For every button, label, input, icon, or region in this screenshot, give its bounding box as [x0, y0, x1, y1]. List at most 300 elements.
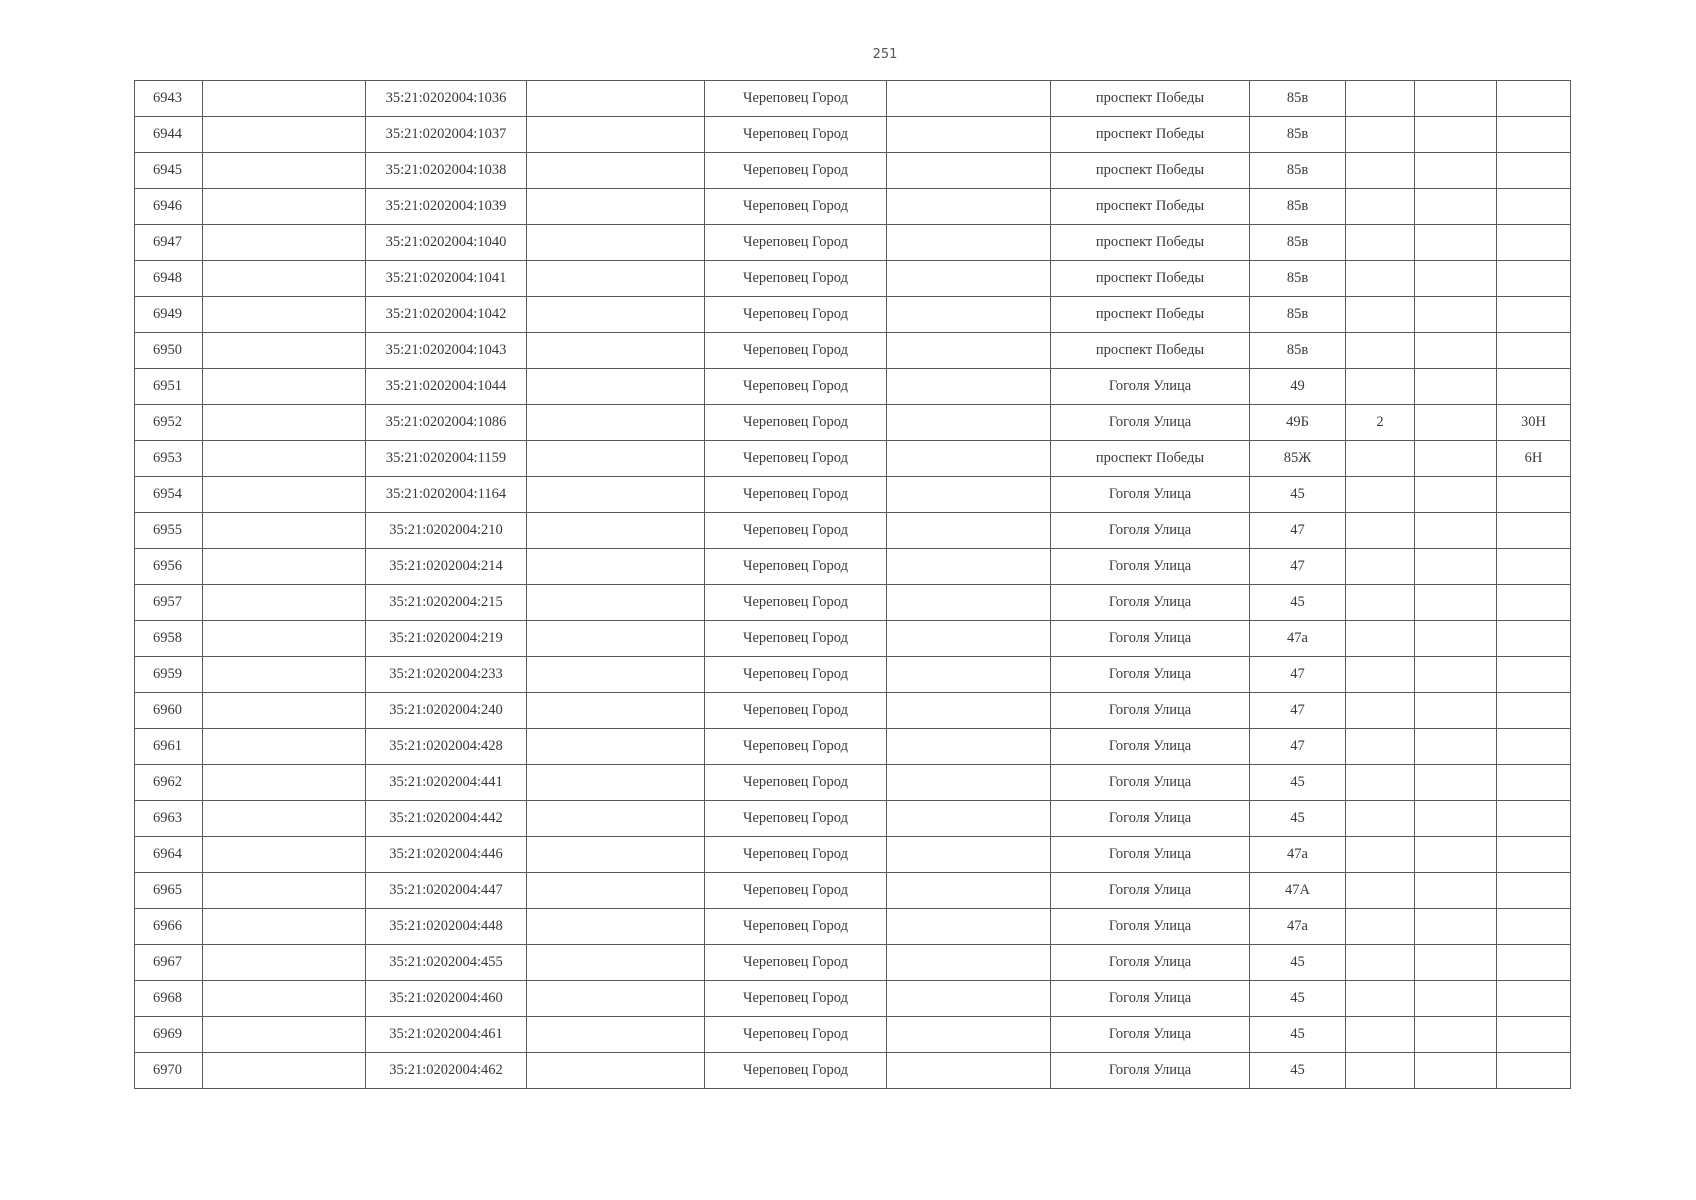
empty-cell: [887, 549, 1051, 585]
cadastral-number-cell: 35:21:0202004:460: [366, 981, 527, 1017]
empty-cell: [203, 441, 366, 477]
empty-cell: [527, 945, 705, 981]
extra-cell: [1346, 369, 1415, 405]
extra-cell: [1415, 261, 1497, 297]
extra-cell: [1346, 513, 1415, 549]
extra-cell: [1346, 945, 1415, 981]
extra-cell: [1346, 1017, 1415, 1053]
extra-cell: [1415, 153, 1497, 189]
empty-cell: [203, 405, 366, 441]
empty-cell: [527, 441, 705, 477]
empty-cell: [887, 261, 1051, 297]
cadastral-number-cell: 35:21:0202004:441: [366, 765, 527, 801]
house-number-cell: 45: [1250, 477, 1346, 513]
row-number-cell: 6969: [135, 1017, 203, 1053]
empty-cell: [203, 657, 366, 693]
house-number-cell: 47: [1250, 513, 1346, 549]
empty-cell: [527, 225, 705, 261]
row-number-cell: 6955: [135, 513, 203, 549]
street-cell: Гоголя Улица: [1051, 765, 1250, 801]
street-cell: Гоголя Улица: [1051, 729, 1250, 765]
row-number-cell: 6954: [135, 477, 203, 513]
city-cell: Череповец Город: [705, 405, 887, 441]
table-row: [135, 621, 1571, 657]
street-cell: Гоголя Улица: [1051, 873, 1250, 909]
empty-cell: [887, 981, 1051, 1017]
house-number-cell: 85в: [1250, 225, 1346, 261]
empty-cell: [887, 945, 1051, 981]
extra-cell: [1415, 837, 1497, 873]
cadastral-number-cell: 35:21:0202004:1040: [366, 225, 527, 261]
street-cell: Гоголя Улица: [1051, 801, 1250, 837]
premises-cell: [1497, 261, 1571, 297]
empty-cell: [203, 981, 366, 1017]
cadastral-number-cell: 35:21:0202004:447: [366, 873, 527, 909]
cadastral-number-cell: 35:21:0202004:448: [366, 909, 527, 945]
cadastral-number-cell: 35:21:0202004:442: [366, 801, 527, 837]
cadastral-number-cell: 35:21:0202004:233: [366, 657, 527, 693]
row-number-cell: 6965: [135, 873, 203, 909]
city-cell: Череповец Город: [705, 549, 887, 585]
empty-cell: [527, 189, 705, 225]
house-number-cell: 85в: [1250, 189, 1346, 225]
extra-cell: [1415, 369, 1497, 405]
extra-cell: [1415, 549, 1497, 585]
cadastral-number-cell: 35:21:0202004:219: [366, 621, 527, 657]
empty-cell: [887, 405, 1051, 441]
empty-cell: [887, 81, 1051, 117]
premises-cell: [1497, 81, 1571, 117]
empty-cell: [203, 1053, 366, 1089]
premises-cell: [1497, 693, 1571, 729]
street-cell: Гоголя Улица: [1051, 1053, 1250, 1089]
empty-cell: [887, 693, 1051, 729]
empty-cell: [203, 513, 366, 549]
city-cell: Череповец Город: [705, 765, 887, 801]
premises-cell: [1497, 981, 1571, 1017]
premises-cell: [1497, 189, 1571, 225]
extra-cell: [1346, 909, 1415, 945]
empty-cell: [203, 729, 366, 765]
premises-cell: [1497, 1053, 1571, 1089]
cadastral-number-cell: 35:21:0202004:1039: [366, 189, 527, 225]
row-number-cell: 6947: [135, 225, 203, 261]
house-number-cell: 85в: [1250, 261, 1346, 297]
house-number-cell: 49Б: [1250, 405, 1346, 441]
city-cell: Череповец Город: [705, 1017, 887, 1053]
cadastral-number-cell: 35:21:0202004:1043: [366, 333, 527, 369]
premises-cell: [1497, 801, 1571, 837]
empty-cell: [527, 549, 705, 585]
row-number-cell: 6950: [135, 333, 203, 369]
house-number-cell: 47: [1250, 693, 1346, 729]
street-cell: Гоголя Улица: [1051, 693, 1250, 729]
empty-cell: [527, 981, 705, 1017]
house-number-cell: 47а: [1250, 909, 1346, 945]
empty-cell: [887, 477, 1051, 513]
house-number-cell: 45: [1250, 1017, 1346, 1053]
extra-cell: [1346, 981, 1415, 1017]
city-cell: Череповец Город: [705, 297, 887, 333]
house-number-cell: 47: [1250, 549, 1346, 585]
premises-cell: [1497, 873, 1571, 909]
empty-cell: [203, 81, 366, 117]
empty-cell: [527, 693, 705, 729]
table-row: [135, 225, 1571, 261]
row-number-cell: 6960: [135, 693, 203, 729]
extra-cell: [1346, 81, 1415, 117]
extra-cell: [1346, 153, 1415, 189]
cadastral-number-cell: 35:21:0202004:1159: [366, 441, 527, 477]
table-row: [135, 477, 1571, 513]
empty-cell: [203, 693, 366, 729]
row-number-cell: 6958: [135, 621, 203, 657]
city-cell: Череповец Город: [705, 225, 887, 261]
cadastral-number-cell: 35:21:0202004:428: [366, 729, 527, 765]
city-cell: Череповец Город: [705, 837, 887, 873]
street-cell: Гоголя Улица: [1051, 657, 1250, 693]
house-number-cell: 47а: [1250, 837, 1346, 873]
extra-cell: [1346, 477, 1415, 513]
row-number-cell: 6967: [135, 945, 203, 981]
cadastral-number-cell: 35:21:0202004:210: [366, 513, 527, 549]
empty-cell: [887, 657, 1051, 693]
street-cell: Гоголя Улица: [1051, 837, 1250, 873]
row-number-cell: 6968: [135, 981, 203, 1017]
house-number-cell: 85в: [1250, 117, 1346, 153]
empty-cell: [887, 369, 1051, 405]
street-cell: проспект Победы: [1051, 333, 1250, 369]
empty-cell: [527, 873, 705, 909]
table-row: [135, 261, 1571, 297]
row-number-cell: 6945: [135, 153, 203, 189]
empty-cell: [887, 909, 1051, 945]
row-number-cell: 6943: [135, 81, 203, 117]
row-number-cell: 6956: [135, 549, 203, 585]
empty-cell: [887, 585, 1051, 621]
empty-cell: [203, 1017, 366, 1053]
premises-cell: [1497, 1017, 1571, 1053]
city-cell: Череповец Город: [705, 909, 887, 945]
city-cell: Череповец Город: [705, 585, 887, 621]
table-row: [135, 1017, 1571, 1053]
empty-cell: [203, 333, 366, 369]
extra-cell: [1415, 693, 1497, 729]
extra-cell: [1415, 405, 1497, 441]
street-cell: проспект Победы: [1051, 225, 1250, 261]
table-row: [135, 189, 1571, 225]
cadastral-number-cell: 35:21:0202004:462: [366, 1053, 527, 1089]
page-number: 251: [872, 47, 898, 62]
extra-cell: [1346, 333, 1415, 369]
extra-cell: [1415, 477, 1497, 513]
city-cell: Череповец Город: [705, 945, 887, 981]
cadastral-number-cell: 35:21:0202004:1164: [366, 477, 527, 513]
empty-cell: [203, 477, 366, 513]
table-row: [135, 585, 1571, 621]
table-row: [135, 981, 1571, 1017]
extra-cell: [1346, 837, 1415, 873]
premises-cell: [1497, 909, 1571, 945]
empty-cell: [203, 297, 366, 333]
extra-cell: [1346, 729, 1415, 765]
cadastral-number-cell: 35:21:0202004:461: [366, 1017, 527, 1053]
table-row: [135, 549, 1571, 585]
extra-cell: [1415, 945, 1497, 981]
premises-cell: [1497, 621, 1571, 657]
extra-cell: 2: [1346, 405, 1415, 441]
street-cell: проспект Победы: [1051, 81, 1250, 117]
extra-cell: [1346, 585, 1415, 621]
extra-cell: [1415, 981, 1497, 1017]
table-row: [135, 729, 1571, 765]
house-number-cell: 47а: [1250, 621, 1346, 657]
street-cell: проспект Победы: [1051, 441, 1250, 477]
empty-cell: [887, 297, 1051, 333]
premises-cell: 6Н: [1497, 441, 1571, 477]
city-cell: Череповец Город: [705, 729, 887, 765]
street-cell: Гоголя Улица: [1051, 369, 1250, 405]
row-number-cell: 6963: [135, 801, 203, 837]
extra-cell: [1415, 81, 1497, 117]
street-cell: Гоголя Улица: [1051, 549, 1250, 585]
row-number-cell: 6946: [135, 189, 203, 225]
house-number-cell: 45: [1250, 801, 1346, 837]
extra-cell: [1415, 801, 1497, 837]
empty-cell: [527, 909, 705, 945]
empty-cell: [887, 873, 1051, 909]
premises-cell: [1497, 369, 1571, 405]
city-cell: Череповец Город: [705, 477, 887, 513]
house-number-cell: 47А: [1250, 873, 1346, 909]
extra-cell: [1415, 441, 1497, 477]
premises-cell: [1497, 225, 1571, 261]
empty-cell: [203, 225, 366, 261]
street-cell: Гоголя Улица: [1051, 513, 1250, 549]
premises-cell: [1497, 549, 1571, 585]
extra-cell: [1415, 765, 1497, 801]
empty-cell: [527, 657, 705, 693]
row-number-cell: 6948: [135, 261, 203, 297]
table-row: [135, 693, 1571, 729]
cadastral-number-cell: 35:21:0202004:1038: [366, 153, 527, 189]
extra-cell: [1415, 657, 1497, 693]
street-cell: проспект Победы: [1051, 189, 1250, 225]
empty-cell: [203, 873, 366, 909]
empty-cell: [887, 621, 1051, 657]
row-number-cell: 6951: [135, 369, 203, 405]
table-row: [135, 1053, 1571, 1089]
table-row: [135, 945, 1571, 981]
extra-cell: [1346, 657, 1415, 693]
extra-cell: [1415, 297, 1497, 333]
house-number-cell: 85Ж: [1250, 441, 1346, 477]
empty-cell: [203, 585, 366, 621]
house-number-cell: 85в: [1250, 81, 1346, 117]
row-number-cell: 6961: [135, 729, 203, 765]
street-cell: Гоголя Улица: [1051, 945, 1250, 981]
extra-cell: [1415, 1017, 1497, 1053]
city-cell: Череповец Город: [705, 621, 887, 657]
empty-cell: [203, 621, 366, 657]
city-cell: Череповец Город: [705, 153, 887, 189]
row-number-cell: 6966: [135, 909, 203, 945]
extra-cell: [1346, 297, 1415, 333]
table-body: [135, 81, 1571, 1089]
empty-cell: [203, 765, 366, 801]
street-cell: Гоголя Улица: [1051, 909, 1250, 945]
cadastral-number-cell: 35:21:0202004:214: [366, 549, 527, 585]
table-row: [135, 801, 1571, 837]
empty-cell: [527, 585, 705, 621]
empty-cell: [527, 729, 705, 765]
empty-cell: [887, 333, 1051, 369]
extra-cell: [1415, 873, 1497, 909]
empty-cell: [887, 153, 1051, 189]
table-row: [135, 657, 1571, 693]
city-cell: Череповец Город: [705, 873, 887, 909]
extra-cell: [1346, 189, 1415, 225]
cadastral-number-cell: 35:21:0202004:446: [366, 837, 527, 873]
city-cell: Череповец Город: [705, 261, 887, 297]
table-row: [135, 81, 1571, 117]
premises-cell: 30Н: [1497, 405, 1571, 441]
house-number-cell: 85в: [1250, 153, 1346, 189]
empty-cell: [527, 1017, 705, 1053]
empty-cell: [527, 765, 705, 801]
table-row: [135, 837, 1571, 873]
extra-cell: [1415, 225, 1497, 261]
empty-cell: [527, 369, 705, 405]
premises-cell: [1497, 945, 1571, 981]
premises-cell: [1497, 513, 1571, 549]
empty-cell: [527, 261, 705, 297]
extra-cell: [1346, 873, 1415, 909]
empty-cell: [887, 441, 1051, 477]
premises-cell: [1497, 117, 1571, 153]
street-cell: Гоголя Улица: [1051, 621, 1250, 657]
table-row: [135, 297, 1571, 333]
street-cell: проспект Победы: [1051, 117, 1250, 153]
city-cell: Череповец Город: [705, 801, 887, 837]
extra-cell: [1415, 513, 1497, 549]
house-number-cell: 85в: [1250, 333, 1346, 369]
table-row: [135, 153, 1571, 189]
extra-cell: [1346, 549, 1415, 585]
empty-cell: [527, 513, 705, 549]
street-cell: проспект Победы: [1051, 261, 1250, 297]
extra-cell: [1346, 693, 1415, 729]
extra-cell: [1346, 801, 1415, 837]
empty-cell: [527, 297, 705, 333]
city-cell: Череповец Город: [705, 189, 887, 225]
empty-cell: [887, 837, 1051, 873]
extra-cell: [1346, 765, 1415, 801]
extra-cell: [1346, 1053, 1415, 1089]
empty-cell: [203, 153, 366, 189]
street-cell: Гоголя Улица: [1051, 477, 1250, 513]
house-number-cell: 47: [1250, 729, 1346, 765]
street-cell: Гоголя Улица: [1051, 585, 1250, 621]
city-cell: Череповец Город: [705, 117, 887, 153]
row-number-cell: 6952: [135, 405, 203, 441]
premises-cell: [1497, 837, 1571, 873]
empty-cell: [527, 1053, 705, 1089]
empty-cell: [203, 837, 366, 873]
empty-cell: [527, 477, 705, 513]
city-cell: Череповец Город: [705, 333, 887, 369]
premises-cell: [1497, 297, 1571, 333]
empty-cell: [527, 153, 705, 189]
extra-cell: [1415, 909, 1497, 945]
house-number-cell: 47: [1250, 657, 1346, 693]
extra-cell: [1346, 117, 1415, 153]
city-cell: Череповец Город: [705, 81, 887, 117]
house-number-cell: 45: [1250, 981, 1346, 1017]
premises-cell: [1497, 477, 1571, 513]
empty-cell: [203, 261, 366, 297]
cadastral-number-cell: 35:21:0202004:455: [366, 945, 527, 981]
premises-cell: [1497, 765, 1571, 801]
extra-cell: [1415, 585, 1497, 621]
extra-cell: [1346, 261, 1415, 297]
empty-cell: [887, 801, 1051, 837]
city-cell: Череповец Город: [705, 513, 887, 549]
empty-cell: [887, 225, 1051, 261]
empty-cell: [203, 189, 366, 225]
extra-cell: [1415, 1053, 1497, 1089]
house-number-cell: 85в: [1250, 297, 1346, 333]
cadastral-number-cell: 35:21:0202004:1086: [366, 405, 527, 441]
cadastral-number-cell: 35:21:0202004:215: [366, 585, 527, 621]
premises-cell: [1497, 585, 1571, 621]
table-row: [135, 873, 1571, 909]
street-cell: проспект Победы: [1051, 153, 1250, 189]
row-number-cell: 6959: [135, 657, 203, 693]
empty-cell: [203, 369, 366, 405]
empty-cell: [203, 945, 366, 981]
empty-cell: [887, 729, 1051, 765]
row-number-cell: 6953: [135, 441, 203, 477]
house-number-cell: 45: [1250, 945, 1346, 981]
premises-cell: [1497, 333, 1571, 369]
city-cell: Череповец Город: [705, 369, 887, 405]
premises-cell: [1497, 729, 1571, 765]
city-cell: Череповец Город: [705, 1053, 887, 1089]
empty-cell: [887, 513, 1051, 549]
extra-cell: [1415, 117, 1497, 153]
city-cell: Череповец Город: [705, 657, 887, 693]
row-number-cell: 6944: [135, 117, 203, 153]
row-number-cell: 6957: [135, 585, 203, 621]
empty-cell: [203, 801, 366, 837]
row-number-cell: 6964: [135, 837, 203, 873]
row-number-cell: 6962: [135, 765, 203, 801]
city-cell: Череповец Город: [705, 981, 887, 1017]
cadastral-number-cell: 35:21:0202004:240: [366, 693, 527, 729]
empty-cell: [203, 909, 366, 945]
street-cell: Гоголя Улица: [1051, 1017, 1250, 1053]
row-number-cell: 6949: [135, 297, 203, 333]
empty-cell: [203, 549, 366, 585]
extra-cell: [1346, 621, 1415, 657]
empty-cell: [527, 621, 705, 657]
empty-cell: [203, 117, 366, 153]
city-cell: Череповец Город: [705, 441, 887, 477]
extra-cell: [1346, 441, 1415, 477]
street-cell: проспект Победы: [1051, 297, 1250, 333]
table-row: [135, 405, 1571, 441]
